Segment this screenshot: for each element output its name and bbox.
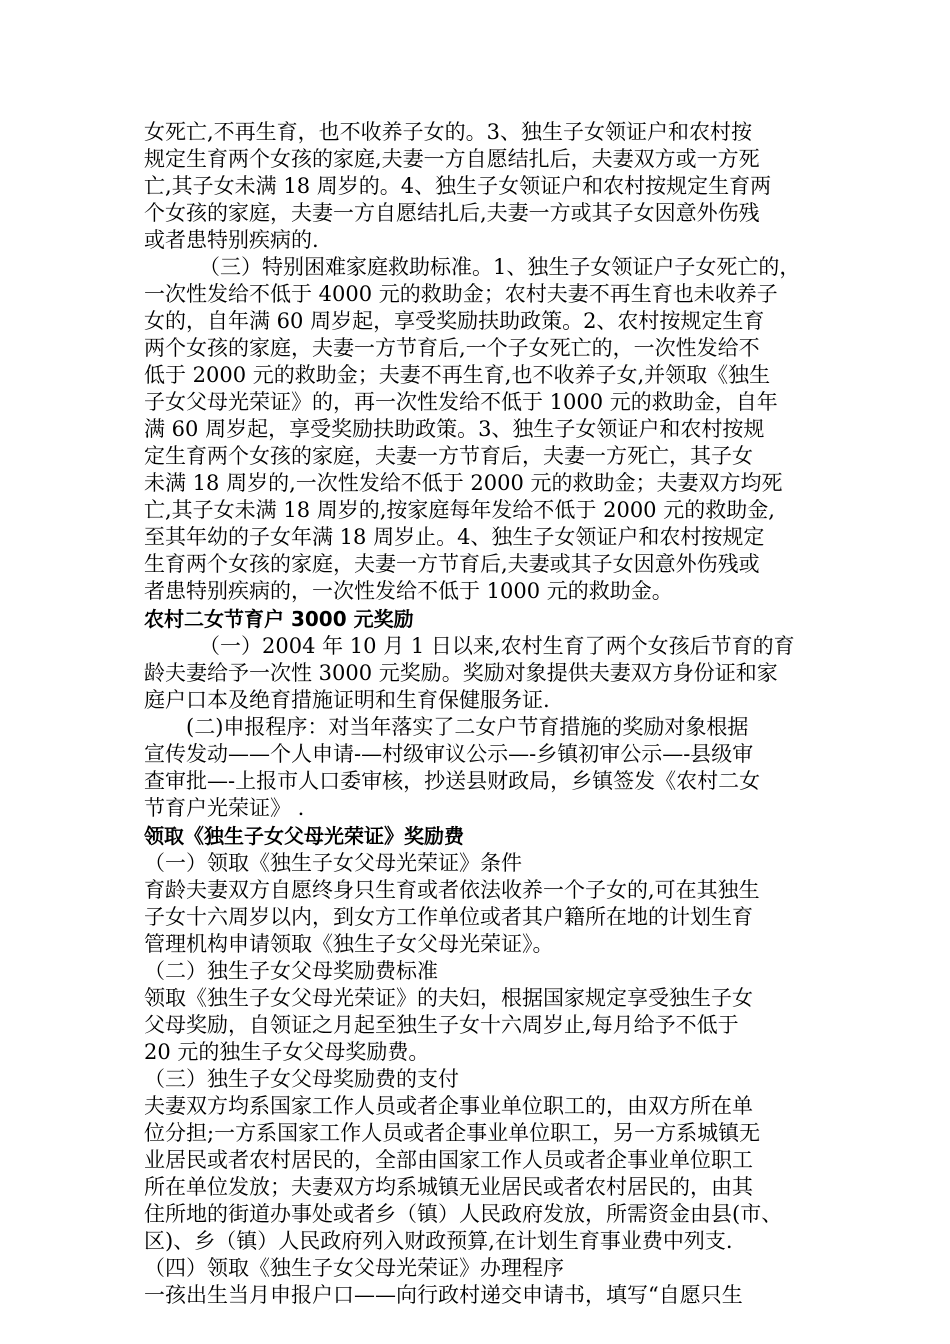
text-line: 或者患特别疾病的. xyxy=(144,228,319,252)
text-line: 个女孩的家庭，夫妻一方自愿结扎后,夫妻一方或其子女因意外伤残 xyxy=(144,201,760,225)
text-line: 所在单位发放；夫妻双方均系城镇无业居民或者农村居民的，由其 xyxy=(144,1175,753,1199)
text-line: 龄夫妻给予一次性 3000 元奖励。奖励对象提供夫妻双方身份证和家 xyxy=(144,661,778,685)
text-line: 者患特别疾病的，一次性发给不低于 1000 元的救助金。 xyxy=(144,579,673,603)
text-line: 一孩出生当月申报户口——向行政村递交申请书，填写“自愿只生 xyxy=(144,1283,743,1307)
text-line: 未满 18 周岁的,一次性发给不低于 2000 元的救助金；夫妻双方均死 xyxy=(144,471,783,495)
text-line: 一次性发给不低于 4000 元的救助金；农村夫妻不再生育也未收养子 xyxy=(144,282,778,306)
text-line: 父母奖励，自领证之月起至独生子女十六周岁止,每月给予不低于 xyxy=(144,1013,739,1037)
text-line: 查审批—-上报市人口委审核，抄送县财政局，乡镇签发《农村二女 xyxy=(144,769,761,793)
text-line: 女死亡,不再生育，也不收养子女的。3、独生子女领证户和农村按 xyxy=(144,120,753,144)
text-line: 庭户口本及绝育措施证明和生育保健服务证. xyxy=(144,688,550,712)
text-line: 管理机构申请领取《独生子女父母光荣证》。 xyxy=(144,932,554,956)
section-heading: 农村二女节育户 3000 元奖励 xyxy=(144,607,414,631)
paragraph-first-line: (二)申报程序：对当年落实了二女户节育措施的奖励对象根据 xyxy=(186,715,749,739)
text-line: 节育户光荣证》 . xyxy=(144,796,305,820)
text-line: 两个女孩的家庭，夫妻一方节育后,一个子女死亡的，一次性发给不 xyxy=(144,336,760,360)
text-line: 子女十六周岁以内，到女方工作单位或者其户籍所在地的计划生育 xyxy=(144,905,753,929)
text-line: 生育两个女孩的家庭，夫妻一方节育后,夫妻或其子女因意外伤残或 xyxy=(144,552,760,576)
text-line: 子女父母光荣证》的，再一次性发给不低于 1000 元的救助金，自年 xyxy=(144,390,778,414)
text-line: 满 60 周岁起，享受奖励扶助政策。3、独生子女领证户和农村按规 xyxy=(144,417,765,441)
text-line: 住所地的街道办事处或者乡（镇）人民政府发放，所需资金由县(市、 xyxy=(144,1202,783,1226)
text-line: 女的，自年满 60 周岁起，享受奖励扶助政策。2、农村按规定生育 xyxy=(144,309,765,333)
text-line: 20 元的独生子女父母奖励费。 xyxy=(144,1040,430,1064)
text-line: 定生育两个女孩的家庭，夫妻一方节育后，夫妻一方死亡，其子女 xyxy=(144,444,753,468)
text-line: 亡,其子女未满 18 周岁的。4、独生子女领证户和农村按规定生育两 xyxy=(144,174,772,198)
paragraph-first-line: （一）2004 年 10 月 1 日以来,农村生育了两个女孩后节育的育 xyxy=(199,634,795,658)
text-line: 领取《独生子女父母光荣证》的夫妇，根据国家规定享受独生子女 xyxy=(144,986,753,1010)
text-line: 育龄夫妻双方自愿终身只生育或者依法收养一个子女的,可在其独生 xyxy=(144,878,760,902)
text-line: 业居民或者农村居民的，全部由国家工作人员或者企事业单位职工 xyxy=(144,1148,753,1172)
subheading: （四）领取《独生子女父母光荣证》办理程序 xyxy=(144,1256,564,1280)
text-line: 位分担;一方系国家工作人员或者企事业单位职工，另一方系城镇无 xyxy=(144,1121,761,1145)
text-line: 规定生育两个女孩的家庭,夫妻一方自愿结扎后，夫妻双方或一方死 xyxy=(144,147,760,171)
text-line: 宣传发动——个人申请-—村级审议公示—-乡镇初审公示—-县级审 xyxy=(144,742,754,766)
subheading: （一）领取《独生子女父母光荣证》条件 xyxy=(144,851,522,875)
text-line: 低于 2000 元的救助金；夫妻不再生育,也不收养子女,并领取《独生 xyxy=(144,363,771,387)
section-heading: 领取《独生子女父母光荣证》奖励费 xyxy=(144,824,464,848)
subheading: （三）独生子女父母奖励费的支付 xyxy=(144,1067,459,1091)
text-line: 至其年幼的子女年满 18 周岁止。4、独生子女领证户和农村按规定 xyxy=(144,525,765,549)
text-line: 夫妻双方均系国家工作人员或者企事业单位职工的，由双方所在单 xyxy=(144,1094,753,1118)
paragraph-first-line: （三）特别困难家庭救助标准。1、独生子女领证户子女死亡的， xyxy=(199,255,801,279)
text-line: 区)、乡（镇）人民政府列入财政预算,在计划生育事业费中列支. xyxy=(144,1229,733,1253)
text-line: 亡,其子女未满 18 周岁的,按家庭每年发给不低于 2000 元的救助金, xyxy=(144,498,775,522)
subheading: （二）独生子女父母奖励费标准 xyxy=(144,959,438,983)
